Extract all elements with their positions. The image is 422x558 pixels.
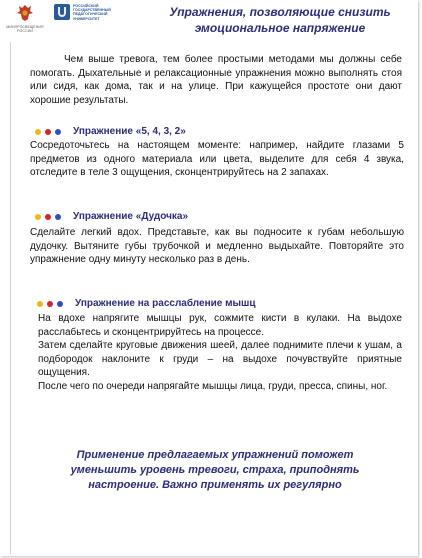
closing-line-1: Применение предлагаемых упражнений поможет (76, 449, 354, 461)
exercise-1-title: Упражнение «5, 4, 3, 2» (73, 126, 186, 137)
bullet-dots (35, 214, 61, 220)
closing-line-2: уменьшить уровень тревоги, страха, приподнять (70, 464, 360, 476)
title-line-1: Упражнения, позволяющие снизить (169, 5, 391, 19)
yellow-dot-icon (37, 301, 43, 307)
exercise-3-line: После чего по очереди напрягайте мышцы лица, груди, пресса, спины, ног. (38, 380, 388, 392)
exercise-3-line: Затем сделайте круговые движения шеей, далее поднимите плечи к ушам, а подбородок наклоните к груди – на выдохе почувствуйте приятные ощущения. (38, 340, 402, 378)
exercise-3-text (38, 312, 402, 393)
blue-dot-icon (55, 214, 61, 220)
exercise-1-heading (35, 126, 186, 137)
closing-statement (50, 448, 380, 493)
double-headed-eagle-icon (14, 2, 36, 24)
page-title (150, 4, 410, 36)
university-logo (54, 4, 121, 21)
exercise-2-text: Сделайте легкий вдох. Представьте, как вы подносите к губам небольшую дудочку. Вытяните губы трубочкой и медленно выдыхайте. Повторяйте это упражнение одну минуту несколько раз в день. (30, 227, 404, 265)
bullet-dots (37, 301, 63, 307)
red-dot-icon (45, 129, 51, 135)
exercise-3-heading (37, 298, 256, 309)
intro-paragraph: Чем выше тревога, тем более простыми методами мы должны себе помогать. Дыхательные и релаксационные упражнения можно выполнять стоя или сидя, как дома, так и на улице. При кажущейся простоте они дают хорошие результаты. (30, 54, 402, 106)
blue-dot-icon (57, 301, 63, 307)
page-margin-rule (10, 42, 11, 554)
university-icon (54, 4, 70, 20)
bullet-dots (35, 129, 61, 135)
header-logos (6, 2, 121, 33)
emblem-caption: МИНПРОСВЕЩЕНИЯ РОССИИ (6, 25, 44, 33)
blue-dot-icon (55, 129, 61, 135)
exercise-3-line: На вдохе напрягите мышцы рук, сожмите кисти в кулаки. На выдохе расслабьтесь и сконцентрируйтесь на процессе. (38, 313, 402, 338)
ministry-emblem (6, 2, 44, 33)
university-name: РОССИЙСКИЙ ГОСУДАРСТВЕННЫЙ ПЕДАГОГИЧЕСКИЙ УНИВЕРСИТЕТ (73, 4, 111, 21)
exercise-1-text: Сосредоточьтесь на настоящем моменте: например, найдите глазами 5 предметов из одного материала или цвета, выделите для себя 4 звука, отследите в теле 3 ощущения, сконцентрируйтесь на 2 запахах. (30, 140, 404, 178)
yellow-dot-icon (35, 129, 41, 135)
red-dot-icon (47, 301, 53, 307)
exercise-3-title: Упражнение на расслабление мышц (75, 298, 256, 309)
title-line-2: эмоциональное напряжение (194, 21, 366, 35)
exercise-2-title: Упражнение «Дудочка» (73, 211, 189, 222)
closing-line-3: настроение. Важно применять их регулярно (88, 479, 342, 491)
exercise-2-heading (35, 211, 188, 222)
yellow-dot-icon (35, 214, 41, 220)
red-dot-icon (45, 214, 51, 220)
